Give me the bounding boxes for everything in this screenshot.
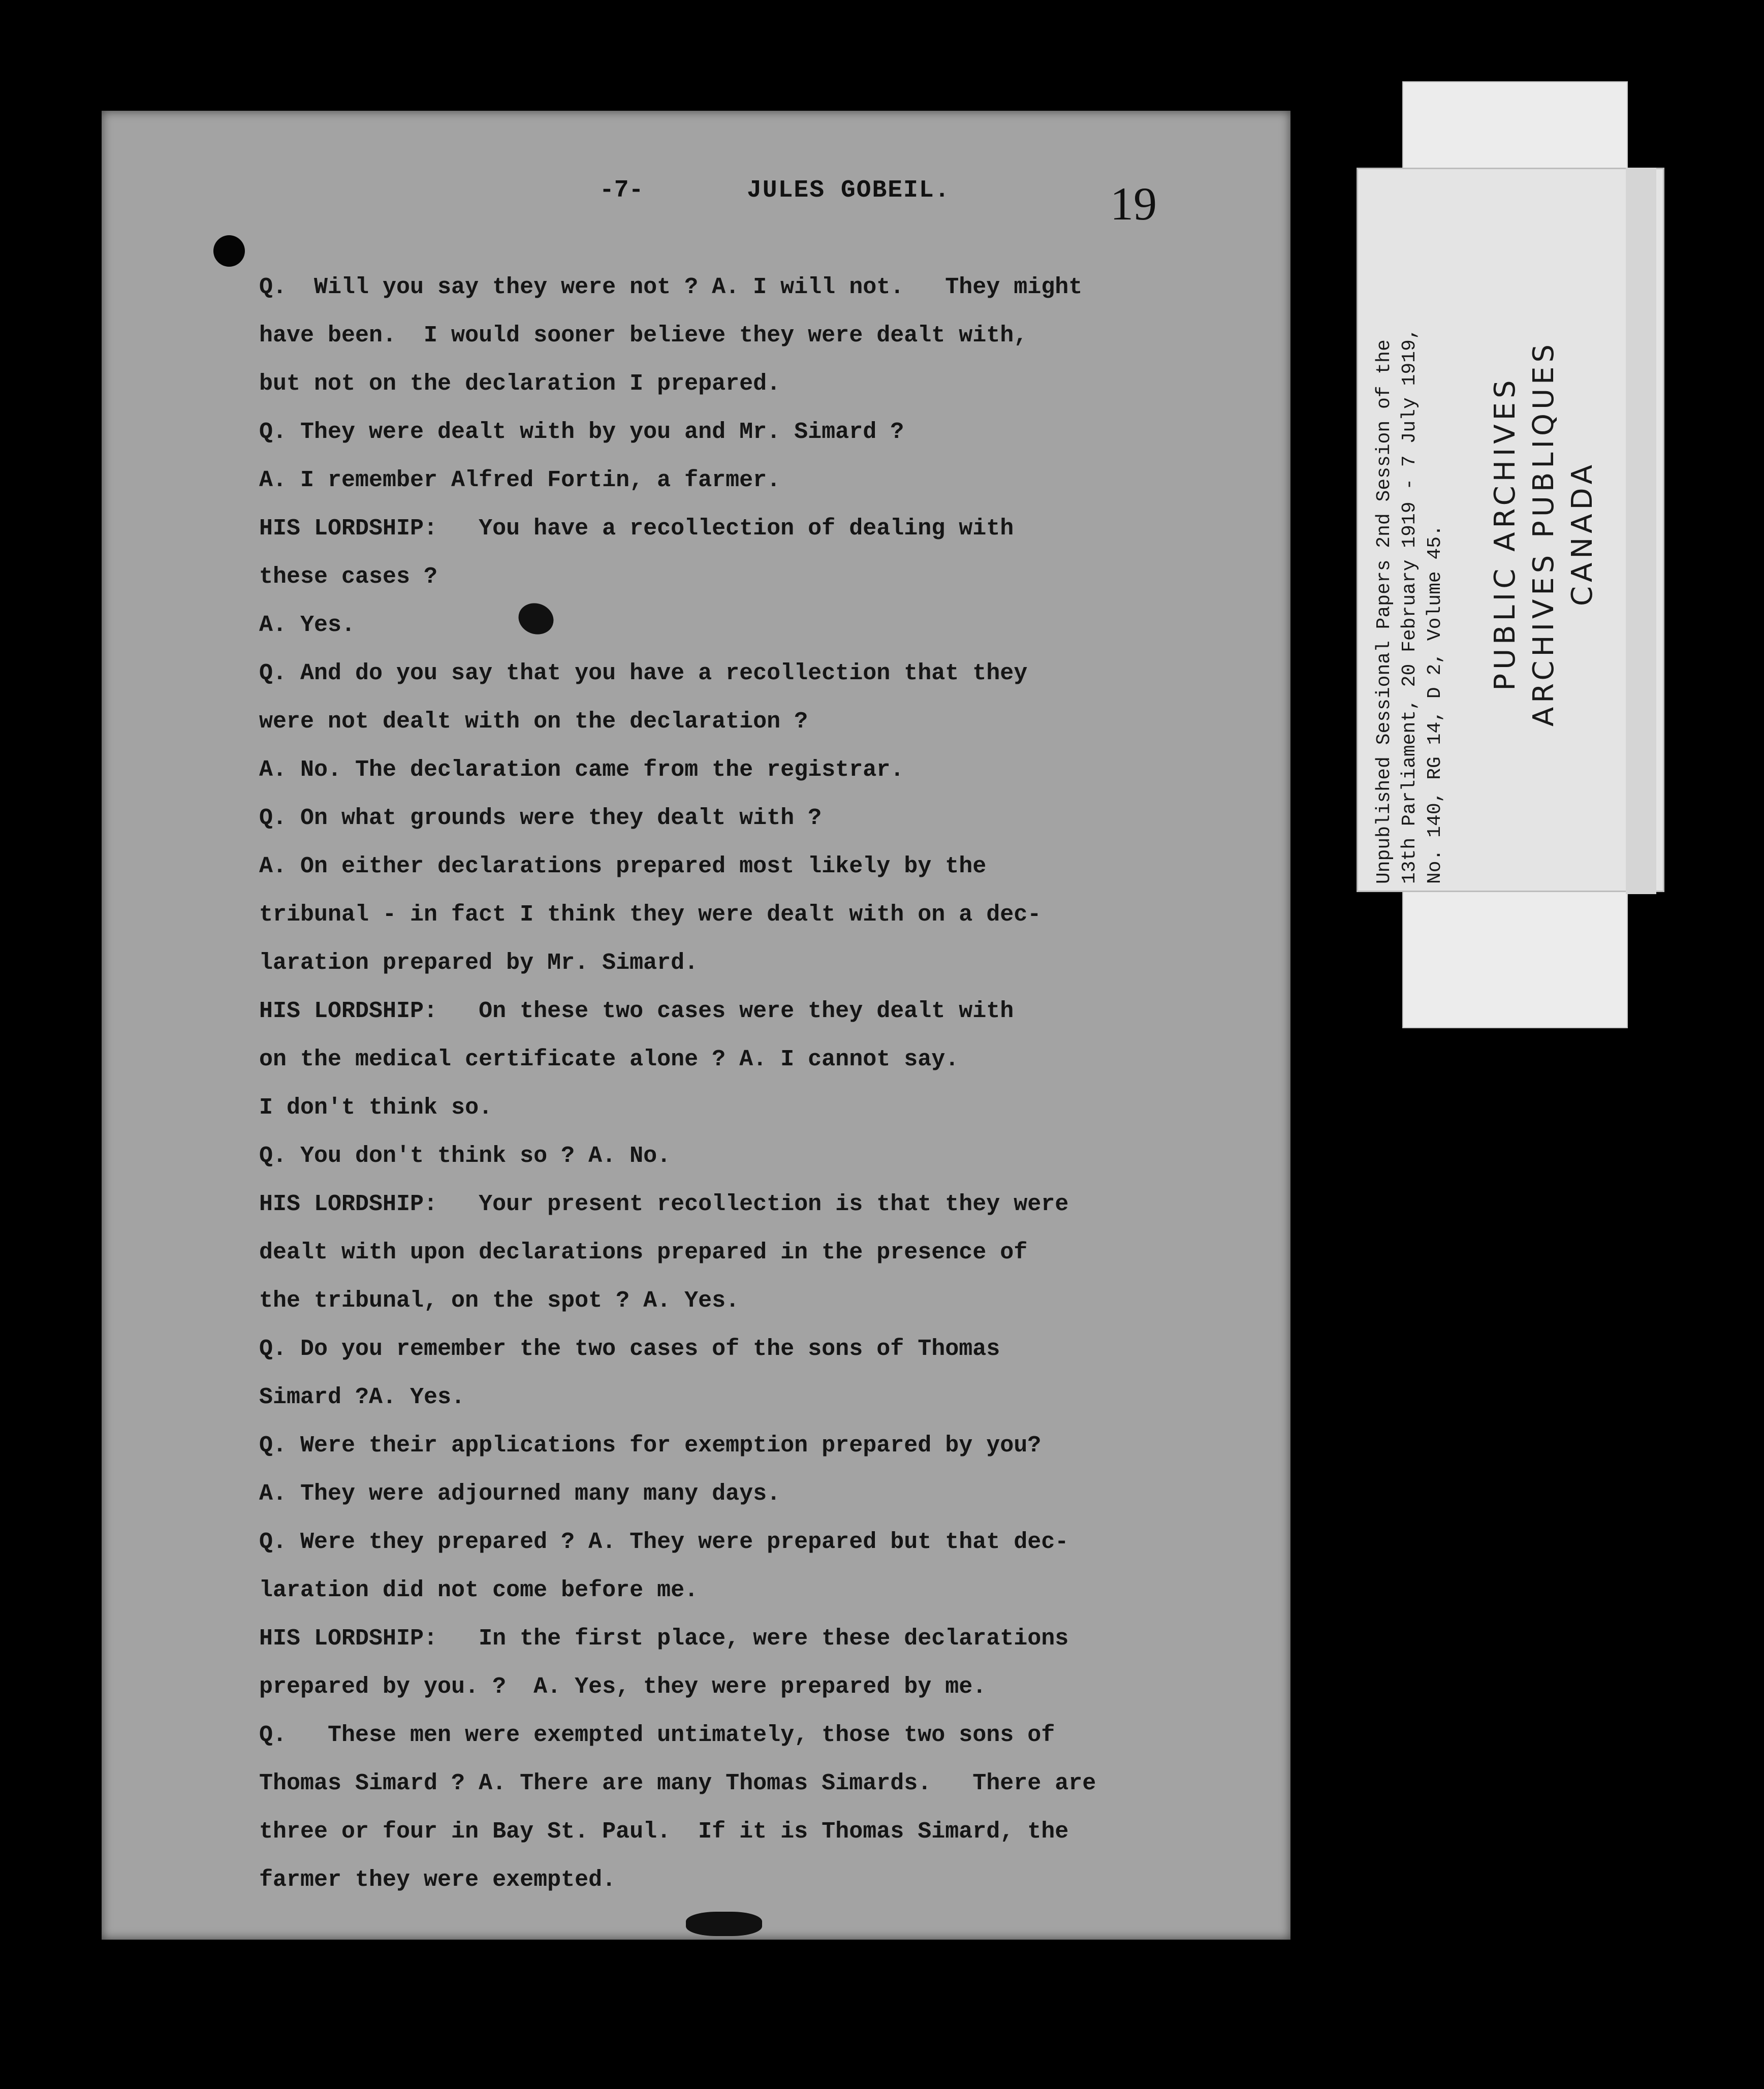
transcript-line: A. They were adjourned many many days. — [259, 1481, 781, 1507]
transcript-line: laration did not come before me. — [259, 1577, 699, 1603]
transcript-line: HIS LORDSHIP: In the first place, were these declarations — [259, 1626, 1069, 1652]
transcript-line: dealt with upon declarations prepared in the presence of — [259, 1240, 1028, 1265]
transcript-line: laration prepared by Mr. Simard. — [259, 950, 699, 976]
document-page — [102, 111, 1290, 1940]
transcript-line: HIS LORDSHIP: You have a recollection of dealing with — [259, 516, 1014, 542]
transcript-line: HIS LORDSHIP: Your present recollection is that they were — [259, 1191, 1069, 1217]
archives-line: CANADA — [1566, 460, 1599, 607]
transcript-line: three or four in Bay St. Paul. If it is Thomas Simard, the — [259, 1819, 1069, 1845]
archives-line: ARCHIVES PUBLIQUES — [1527, 340, 1560, 727]
transcript-line: Q. You don't think so ? A. No. — [259, 1143, 671, 1169]
transcript-line: A. I remember Alfred Fortin, a farmer. — [259, 467, 781, 493]
citation-line: 13th Parliament, 20 February 1919 - 7 July 1919, — [1399, 328, 1421, 884]
folio-number: 19 — [1110, 178, 1157, 230]
transcript-line: Q. On what grounds were they dealt with ? — [259, 805, 822, 831]
archives-stamp — [1486, 305, 1602, 762]
transcript-line: A. No. The declaration came from the registrar. — [259, 757, 904, 783]
transcript-line: these cases ? — [259, 564, 438, 590]
transcript-line: A. Yes. — [259, 612, 356, 638]
citation-line: Unpublished Sessional Papers 2nd Session of the — [1373, 339, 1395, 884]
transcript-body — [259, 263, 1265, 1904]
archive-label-edge — [1626, 168, 1656, 894]
transcript-line: Thomas Simard ? A. There are many Thomas Simards. There are — [259, 1770, 1096, 1796]
punch-hole — [213, 235, 245, 267]
transcript-line: HIS LORDSHIP: On these two cases were they dealt with — [259, 998, 1014, 1024]
transcript-line: prepared by you. ? A. Yes, they were prepared by me. — [259, 1674, 987, 1700]
transcript-line: farmer they were exempted. — [259, 1867, 616, 1893]
page-number: -7- — [600, 177, 644, 204]
transcript-line: tribunal - in fact I think they were dealt with on a dec- — [259, 902, 1042, 928]
ink-blot — [686, 1912, 762, 1936]
transcript-line: Q. Were their applications for exemption prepared by you? — [259, 1433, 1042, 1459]
archives-line: PUBLIC ARCHIVES — [1489, 376, 1522, 691]
citation-line: No. 140, RG 14, D 2, Volume 45. — [1424, 525, 1446, 884]
transcript-line: A. On either declarations prepared most likely by the — [259, 853, 987, 879]
transcript-line: but not on the declaration I prepared. — [259, 371, 781, 397]
transcript-line: Q. They were dealt with by you and Mr. Simard ? — [259, 419, 904, 445]
transcript-line: Q. Were they prepared ? A. They were prepared but that dec- — [259, 1529, 1069, 1555]
transcript-line: were not dealt with on the declaration ? — [259, 709, 808, 735]
transcript-line: I don't think so. — [259, 1095, 493, 1121]
transcript-line: Q. Do you remember the two cases of the sons of Thomas — [259, 1336, 1000, 1362]
archive-citation — [1372, 173, 1448, 884]
transcript-line: Q. These men were exempted untimately, those two sons of — [259, 1722, 1055, 1748]
transcript-line: have been. I would sooner believe they were dealt with, — [259, 323, 1028, 349]
witness-name: JULES GOBEIL. — [747, 177, 951, 204]
transcript-line: the tribunal, on the spot ? A. Yes. — [259, 1288, 740, 1314]
transcript-line: on the medical certificate alone ? A. I cannot say. — [259, 1047, 959, 1072]
transcript-line: Q. And do you say that you have a recollection that they — [259, 660, 1028, 686]
transcript-line: Q. Will you say they were not ? A. I will not. They might — [259, 274, 1083, 300]
transcript-line: Simard ?A. Yes. — [259, 1384, 465, 1410]
